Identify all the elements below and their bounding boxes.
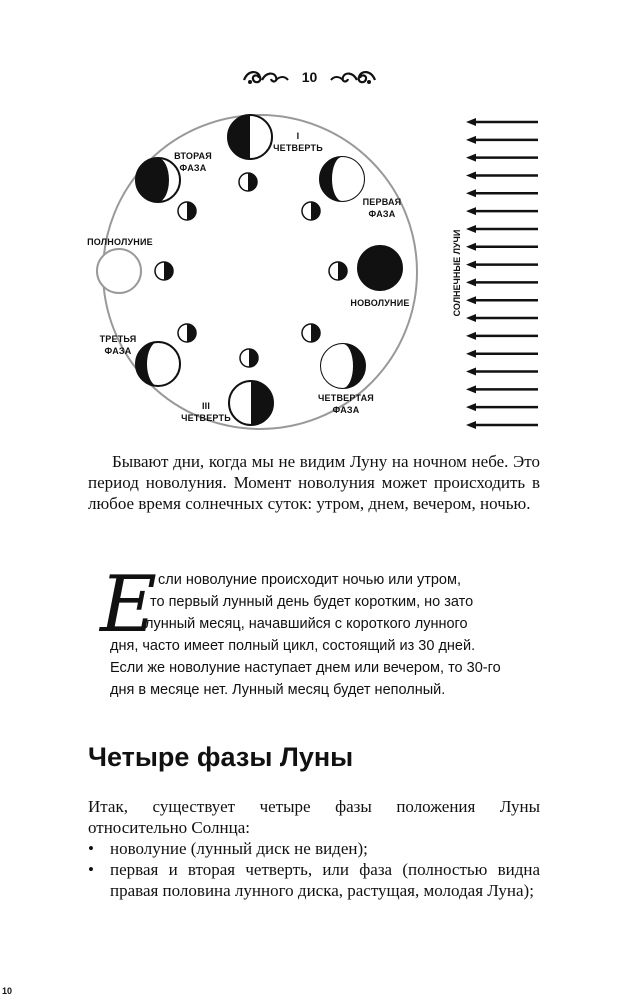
big-moon-first-quarter xyxy=(228,115,272,159)
bullet-icon: • xyxy=(88,860,94,879)
arrow-head-icon xyxy=(466,332,476,340)
label-first-phase: ПЕРВАЯ ФАЗА xyxy=(362,197,402,219)
big-moon-fourth-phase xyxy=(321,344,365,388)
arrow-head-icon xyxy=(466,171,476,179)
big-moon-first-phase xyxy=(320,157,364,201)
sun-rays xyxy=(466,118,538,429)
label-first-quarter: I ЧЕТВЕРТЬ xyxy=(273,131,323,153)
arrow-head-icon xyxy=(466,368,476,376)
moon-phase-diagram xyxy=(0,0,619,440)
footer-page-number: 10 xyxy=(2,986,13,996)
small-moon-upper-right xyxy=(302,202,320,220)
arrow-head-icon xyxy=(466,136,476,144)
arrow-head-icon xyxy=(466,243,476,251)
note-line-4: дня, часто имеет полный цикл, состоящий из 30 дней. xyxy=(110,638,476,654)
arrow-head-icon xyxy=(466,385,476,393)
arrow-head-icon xyxy=(466,296,476,304)
label-third-phase: ТРЕТЬЯ ФАЗА xyxy=(99,334,137,356)
small-moon-left xyxy=(155,262,173,280)
small-moon-upper-left xyxy=(178,202,196,220)
label-full-moon: ПОЛНОЛУНИЕ xyxy=(87,237,153,247)
arrow-head-icon xyxy=(466,261,476,269)
note-line-6: дня в месяце нет. Лунный месяц будет неполный. xyxy=(110,682,446,698)
paragraph-new-moon: Бывают дни, когда мы не видим Луну на ночном небе. Это период новолуния. Момент новолуния может происходить в любое время солнечных суток: утром, днем, вечером, ночью. xyxy=(88,452,540,513)
label-sun-rays: СОЛНЕЧНЫЕ ЛУЧИ xyxy=(452,229,462,317)
note-line-2: то первый лунный день будет коротким, но зато xyxy=(150,594,474,610)
label-fourth-phase: ЧЕТВЕРТАЯ ФАЗА xyxy=(318,393,374,415)
intro-paragraph: Итак, существует четыре фазы положения Луны относительно Солнца: xyxy=(88,797,540,837)
small-moon-bottom xyxy=(240,349,258,367)
small-moon-lower-right xyxy=(302,324,320,342)
arrow-head-icon xyxy=(466,403,476,411)
big-moon-full xyxy=(97,249,141,293)
bullet-item-1: новолуние (лунный диск не виден); xyxy=(110,839,368,858)
bullet-icon: • xyxy=(88,839,94,858)
small-moon-right xyxy=(329,262,347,280)
arrow-head-icon xyxy=(466,154,476,162)
page-number: 10 xyxy=(301,69,318,86)
label-second-phase: ВТОРАЯ ФАЗА xyxy=(174,151,212,173)
section-heading: Четыре фазы Луны xyxy=(88,742,354,772)
label-third-quarter: III ЧЕТВЕРТЬ xyxy=(181,401,231,423)
note-line-3: лунный месяц, начавшийся с короткого лунного xyxy=(145,616,468,632)
note-line-1: сли новолуние происходит ночью или утром, xyxy=(158,572,461,588)
small-moon-top xyxy=(239,173,257,191)
arrow-head-icon xyxy=(466,189,476,197)
note-line-5: Если же новолуние наступает днем или вечером, то 30-го xyxy=(110,660,501,676)
arrow-head-icon xyxy=(466,118,476,126)
big-moon-new xyxy=(358,246,402,290)
arrow-head-icon xyxy=(466,350,476,358)
arrow-head-icon xyxy=(466,207,476,215)
small-moon-lower-left xyxy=(178,324,196,342)
label-new-moon: НОВОЛУНИЕ xyxy=(350,298,410,308)
arrow-head-icon xyxy=(466,225,476,233)
arrow-head-icon xyxy=(466,314,476,322)
arrow-head-icon xyxy=(466,421,476,429)
arrow-head-icon xyxy=(466,278,476,286)
drop-cap: Е xyxy=(100,560,157,650)
bullet-item-2: первая и вторая четверть, или фаза (полностью видна правая половина лунного диска, растущая, молодая Луна); xyxy=(110,860,540,900)
